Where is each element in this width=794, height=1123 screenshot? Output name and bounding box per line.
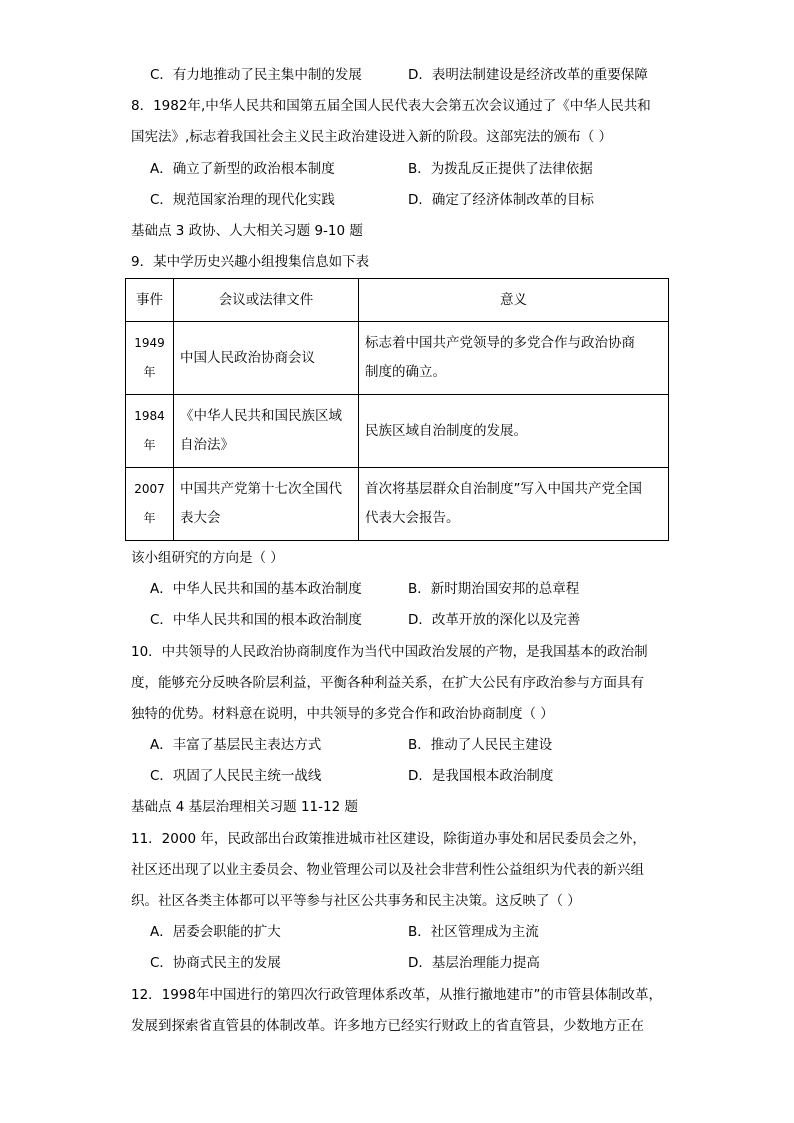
section-heading-4: 基础点 4 基层治理相关习题 11-12 题 xyxy=(131,799,358,815)
q8-options-row2 xyxy=(150,191,670,209)
q11-option-a[interactable]: A．居委会职能的扩大 xyxy=(150,924,281,940)
table-cell-significance xyxy=(359,468,669,541)
table-row xyxy=(126,395,669,468)
document-line: 表大会 xyxy=(180,510,221,526)
q10-line2: 度，能够充分反映各阶层利益，平衡各种利益关系，在扩大公民有序政治参与方面具有 xyxy=(131,675,644,691)
q10-line1: 10．中共领导的人民政治协商制度作为当代中国政治发展的产物，是我国基本的政治制 xyxy=(131,644,648,660)
q11-line2: 社区还出现了以业主委员会、物业管理公司以及社会非营利性公益组织为代表的新兴组 xyxy=(131,862,644,878)
table-row xyxy=(126,322,669,395)
table-cell-document xyxy=(174,322,359,395)
table-cell-year xyxy=(126,395,174,468)
q10-option-a[interactable]: A．丰富了基层民主表达方式 xyxy=(150,737,322,753)
significance-line: 代表大会报告。 xyxy=(365,510,460,526)
year-unit: 年 xyxy=(143,365,156,379)
document-line: 中国共产党第十七次全国代 xyxy=(180,481,342,497)
q8-option-d[interactable]: D．确定了经济体制改革的目标 xyxy=(408,192,594,208)
q10-line3: 独特的优势。材料意在说明，中共领导的多党合作和政治协商制度（ ） xyxy=(131,706,554,722)
significance-line: 首次将基层群众自治制度”写入中国共产党全国 xyxy=(365,481,642,497)
table-cell-document xyxy=(174,468,359,541)
q9-options-row1 xyxy=(150,580,670,598)
table-cell-year xyxy=(126,468,174,541)
q8-option-a[interactable]: A．确立了新型的政治根本制度 xyxy=(150,161,335,177)
table-header-row xyxy=(126,279,669,322)
q12-line2: 发展到探索省直管县的体制改革。许多地方已经实行财政上的省直管县，少数地方正在 xyxy=(131,1018,644,1034)
table-header-document: 会议或法律文件 xyxy=(174,279,359,322)
table-cell-year xyxy=(126,322,174,395)
q7-options-row xyxy=(150,66,670,84)
q9-option-b[interactable]: B．新时期治国安邦的总章程 xyxy=(408,581,580,597)
q9-info-table xyxy=(125,278,669,541)
document-line: 《中华人民共和国民族区域 xyxy=(180,408,342,424)
q9-options-row2 xyxy=(150,611,670,629)
q11-option-b[interactable]: B．社区管理成为主流 xyxy=(408,924,539,940)
table-header-significance: 意义 xyxy=(359,279,669,322)
q11-option-d[interactable]: D．基层治理能力提高 xyxy=(408,955,540,971)
q12-line1: 12．1998年中国进行的第四次行政管理体系改革，从推行撤地建市”的市管县体制改革， xyxy=(131,987,663,1003)
q11-line3: 织。社区各类主体都可以平等参与社区公共事务和民主决策。这反映了（ ） xyxy=(131,893,581,909)
year-value: 1984 xyxy=(134,409,165,423)
year-unit: 年 xyxy=(143,511,156,525)
q9-option-a[interactable]: A．中华人民共和国的基本政治制度 xyxy=(150,581,362,597)
q7-option-d[interactable]: D．表明法制建设是经济改革的重要保障 xyxy=(408,67,648,83)
year-unit: 年 xyxy=(143,438,156,452)
table-cell-document xyxy=(174,395,359,468)
q11-options-row1 xyxy=(150,923,670,941)
q10-options-row2 xyxy=(150,767,670,785)
significance-line: 标志着中国共产党领导的多党合作与政治协商 xyxy=(365,335,635,351)
q10-options-row1 xyxy=(150,736,670,754)
q10-option-d[interactable]: D．是我国根本政治制度 xyxy=(408,768,554,784)
section-heading-3: 基础点 3 政协、人大相关习题 9-10 题 xyxy=(131,223,363,239)
q9-option-d[interactable]: D．改革开放的深化以及完善 xyxy=(408,612,581,628)
significance-line: 制度的确立。 xyxy=(365,364,446,380)
table-row xyxy=(126,468,669,541)
q11-option-c[interactable]: C．协商式民主的发展 xyxy=(150,955,281,971)
q8-stem-line2: 国宪法》,标志着我国社会主义民主政治建设进入新的阶段。这部宪法的颁布（ ） xyxy=(131,129,613,145)
table-cell-significance xyxy=(359,322,669,395)
document-line: 自治法》 xyxy=(180,437,234,453)
q7-option-c[interactable]: C．有力地推动了民主集中制的发展 xyxy=(150,67,362,83)
q9-stem: 9．某中学历史兴趣小组搜集信息如下表 xyxy=(131,254,370,270)
q9-question: 该小组研究的方向是（ ） xyxy=(131,550,284,566)
q8-stem-line1: 8．1982年,中华人民共和国第五届全国人民代表大会第五次会议通过了《中华人民共和 xyxy=(131,98,651,114)
q10-option-c[interactable]: C．巩固了人民民主统一战线 xyxy=(150,768,322,784)
year-value: 2007 xyxy=(134,482,165,496)
q8-option-b[interactable]: B．为拨乱反正提供了法律依据 xyxy=(408,161,593,177)
q8-option-c[interactable]: C．规范国家治理的现代化实践 xyxy=(150,192,335,208)
q11-options-row2 xyxy=(150,954,670,972)
year-value: 1949 xyxy=(134,336,165,350)
table-cell-significance xyxy=(359,395,669,468)
q11-line1: 11．2000 年，民政部出台政策推进城市社区建设，除街道办事处和居民委员会之外， xyxy=(131,831,646,847)
document-line: 中国人民政治协商会议 xyxy=(180,349,315,366)
q8-options-row1 xyxy=(150,160,670,178)
table-header-event: 事件 xyxy=(126,279,174,322)
q10-option-b[interactable]: B．推动了人民民主建设 xyxy=(408,737,553,753)
q9-option-c[interactable]: C．中华人民共和国的根本政治制度 xyxy=(150,612,362,628)
significance-line: 民族区域自治制度的发展。 xyxy=(365,422,527,439)
